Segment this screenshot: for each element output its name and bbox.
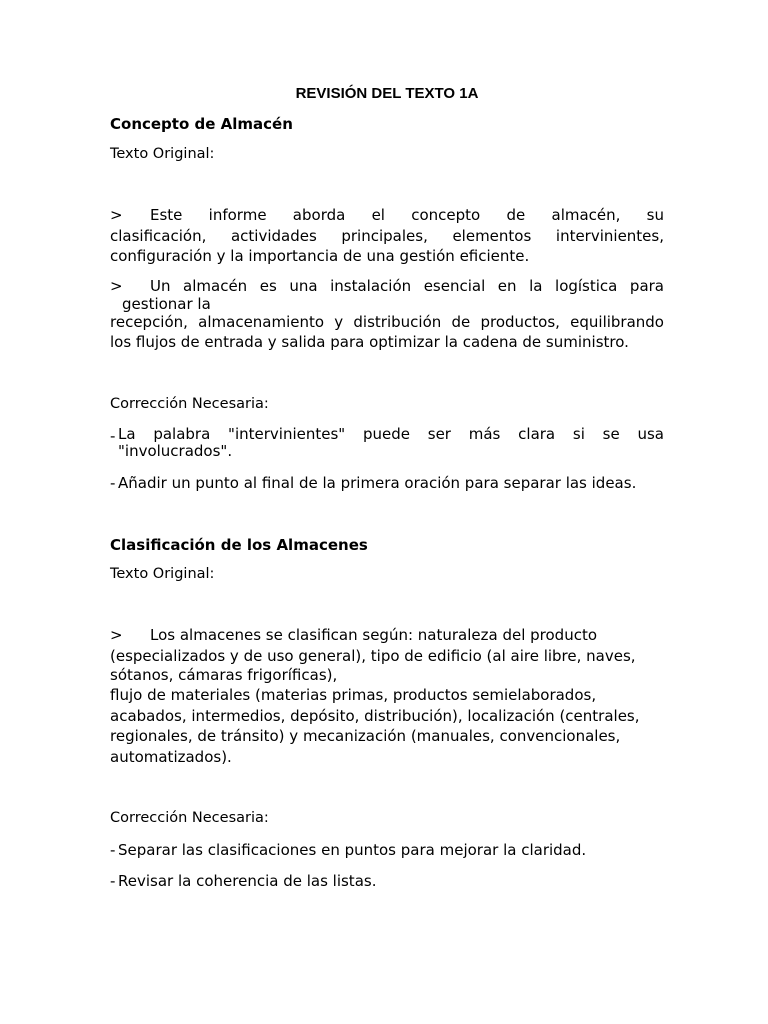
correction-label: Corrección Necesaria: [110, 810, 269, 826]
paragraph-line: sótanos, cámaras frigoríficas), [110, 666, 338, 684]
correction-label: Corrección Necesaria: [110, 396, 269, 412]
correction-line: Añadir un punto al final de la primera oración para separar las ideas. [118, 474, 637, 492]
paragraph-line: acabados, intermedios, depósito, distribución), localización (centrales, [110, 706, 640, 725]
bullet-marker: > [110, 206, 123, 224]
bullet-marker: > [110, 626, 123, 644]
paragraph-line: recepción, almacenamiento y distribución de productos, equilibrando [110, 312, 664, 331]
original-text-label: Texto Original: [110, 566, 215, 582]
original-text-label: Texto Original: [110, 146, 215, 162]
paragraph-line: gestionar la [122, 294, 211, 313]
section-heading: Concepto de Almacén [110, 115, 293, 133]
correction-item [110, 426, 664, 460]
paragraph-line: > Los almacenes se clasifican según: naturaleza del producto [110, 626, 598, 644]
dash-marker: - [110, 427, 116, 445]
paragraph-line: > Este informe aborda el concepto de almacén, su [110, 206, 664, 224]
correction-line: Separar las clasificaciones en puntos para mejorar la claridad. [118, 841, 587, 859]
bullet-marker: > [110, 277, 123, 295]
correction-line: "involucrados". [118, 442, 233, 460]
correction-item [110, 473, 664, 494]
original-paragraph [110, 205, 664, 267]
paragraph-line: los flujos de entrada y salida para optimizar la cadena de suministro. [110, 333, 629, 351]
dash-marker: - [110, 474, 116, 492]
correction-line: La palabra "intervinientes" puede ser más clara si se usa [118, 425, 664, 443]
correction-item [110, 871, 664, 892]
paragraph-line: > Un almacén es una instalación esencial en la logística para [110, 277, 664, 295]
paragraph-line: regionales, de tránsito) y mecanización (manuales, convencionales, [110, 727, 621, 745]
correction-line: Revisar la coherencia de las listas. [118, 872, 377, 890]
paragraph-line: automatizados). [110, 747, 232, 766]
dash-marker: - [110, 841, 116, 859]
document-title: REVISIÓN DEL TEXTO 1A [295, 85, 479, 102]
original-paragraph [110, 276, 664, 353]
correction-item [110, 840, 664, 861]
paragraph-line: clasificación, actividades principales, elementos intervinientes, [110, 226, 664, 245]
paragraph-line: flujo de materiales (materias primas, productos semielaborados, [110, 686, 597, 704]
paragraph-line: configuración y la importancia de una gestión eficiente. [110, 247, 530, 265]
section-heading: Clasificación de los Almacenes [110, 536, 368, 554]
original-paragraph [110, 625, 664, 767]
dash-marker: - [110, 872, 116, 890]
paragraph-line: (especializados y de uso general), tipo de edificio (al aire libre, naves, [110, 646, 636, 665]
